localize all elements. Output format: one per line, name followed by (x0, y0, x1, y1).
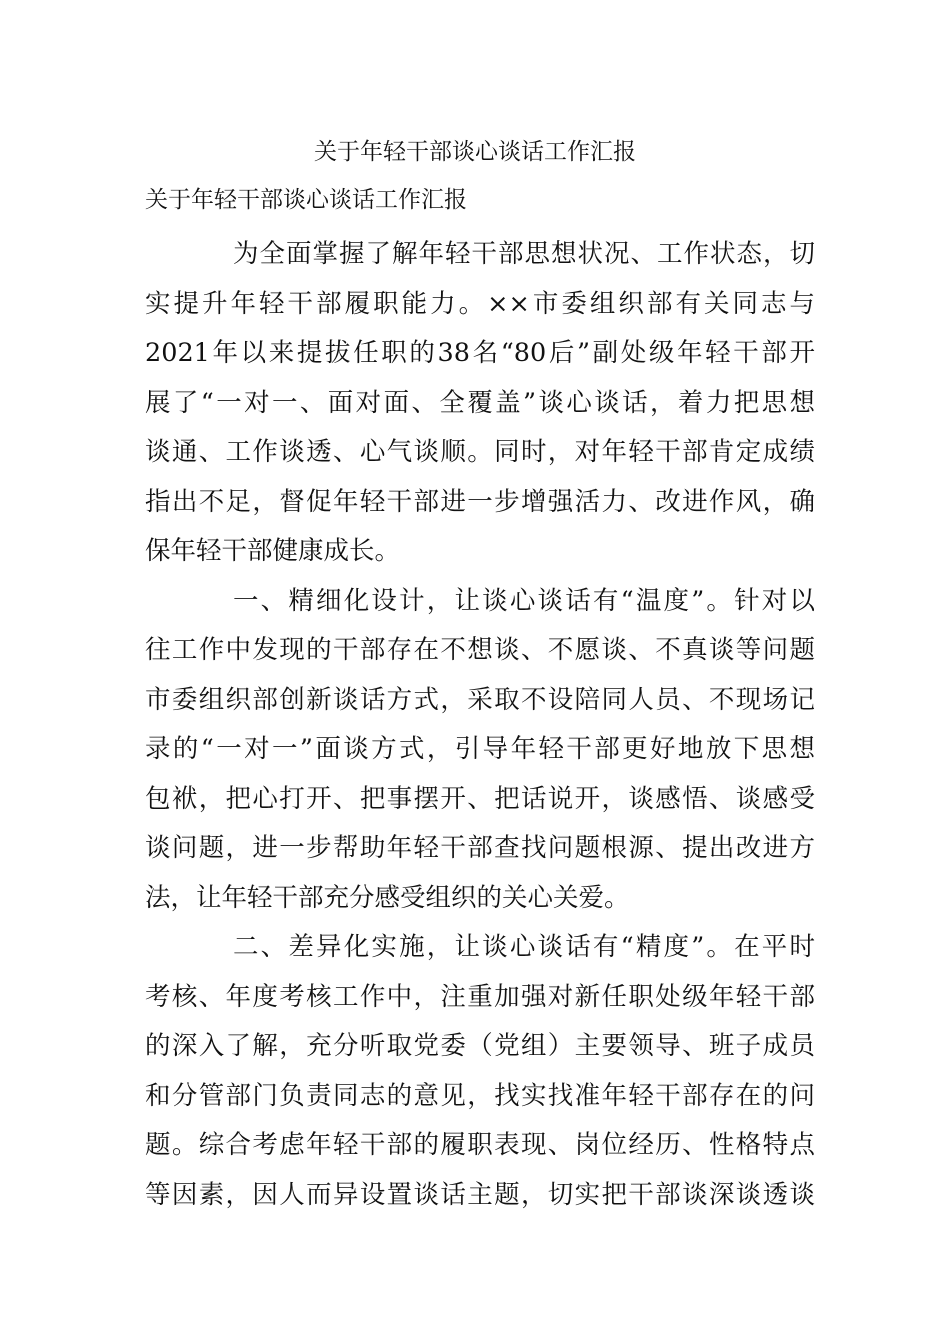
document-title: 关于年轻干部谈心谈话工作汇报 (314, 139, 636, 165)
document-body (145, 230, 815, 1220)
paragraph-2-line: 法，让年轻干部充分感受组织的关心关爱。 (145, 882, 630, 913)
paragraph-3-line: 二、差异化实施，让谈心谈话有“精度”。在平时 (233, 932, 815, 962)
paragraph-2-line: 谈问题，进一步帮助年轻干部查找问题根源、提出改进方 (145, 833, 815, 863)
paragraph-3-line: 等因素，因人而异设置谈话主题，切实把干部谈深谈透谈 (145, 1179, 815, 1210)
paragraph-2-line: 包袱，把心打开、把事摆开、把话说开，谈感悟、谈感受 (145, 783, 815, 814)
document-subtitle: 关于年轻干部谈心谈话工作汇报 (145, 187, 467, 213)
paragraph-3-line: 和分管部门负责同志的意见，找实找准年轻干部存在的问 (145, 1080, 815, 1111)
paragraph-2-line: 一、精细化设计，让谈心谈话有“温度”。针对以 (233, 585, 815, 616)
paragraph-1-line: 指出不足，督促年轻干部进一步增强活力、改进作风，确 (145, 486, 815, 517)
paragraph-2-line: 往工作中发现的干部存在不想谈、不愿谈、不真谈等问题 (145, 635, 815, 665)
paragraph-1-line: 保年轻干部健康成长。 (145, 536, 401, 566)
paragraph-2-line: 市委组织部创新谈话方式，采取不设陪同人员、不现场记 (145, 684, 815, 715)
paragraph-1-line: 2021年以来提拔任职的38名“80后”副处级年轻干部开 (145, 338, 815, 368)
paragraph-3-line: 的深入了解，充分听取党委（党组）主要领导、班子成员 (145, 1031, 815, 1061)
paragraph-1-line: 为全面掌握了解年轻干部思想状况、工作状态，切 (233, 239, 815, 269)
paragraph-3-line: 题。综合考虑年轻干部的履职表现、岗位经历、性格特点 (145, 1130, 815, 1160)
paragraph-3-line: 考核、年度考核工作中，注重加强对新任职处级年轻干部 (145, 981, 815, 1012)
paragraph-1-line: 谈通、工作谈透、心气谈顺。同时，对年轻干部肯定成绩 (145, 437, 815, 467)
paragraph-2-line: 录的“一对一”面谈方式，引导年轻干部更好地放下思想 (145, 734, 815, 764)
paragraph-1-line: 实提升年轻干部履职能力。××市委组织部有关同志与 (145, 288, 815, 319)
paragraph-1-line: 展了“一对一、面对面、全覆盖”谈心谈话，着力把思想 (145, 387, 815, 418)
